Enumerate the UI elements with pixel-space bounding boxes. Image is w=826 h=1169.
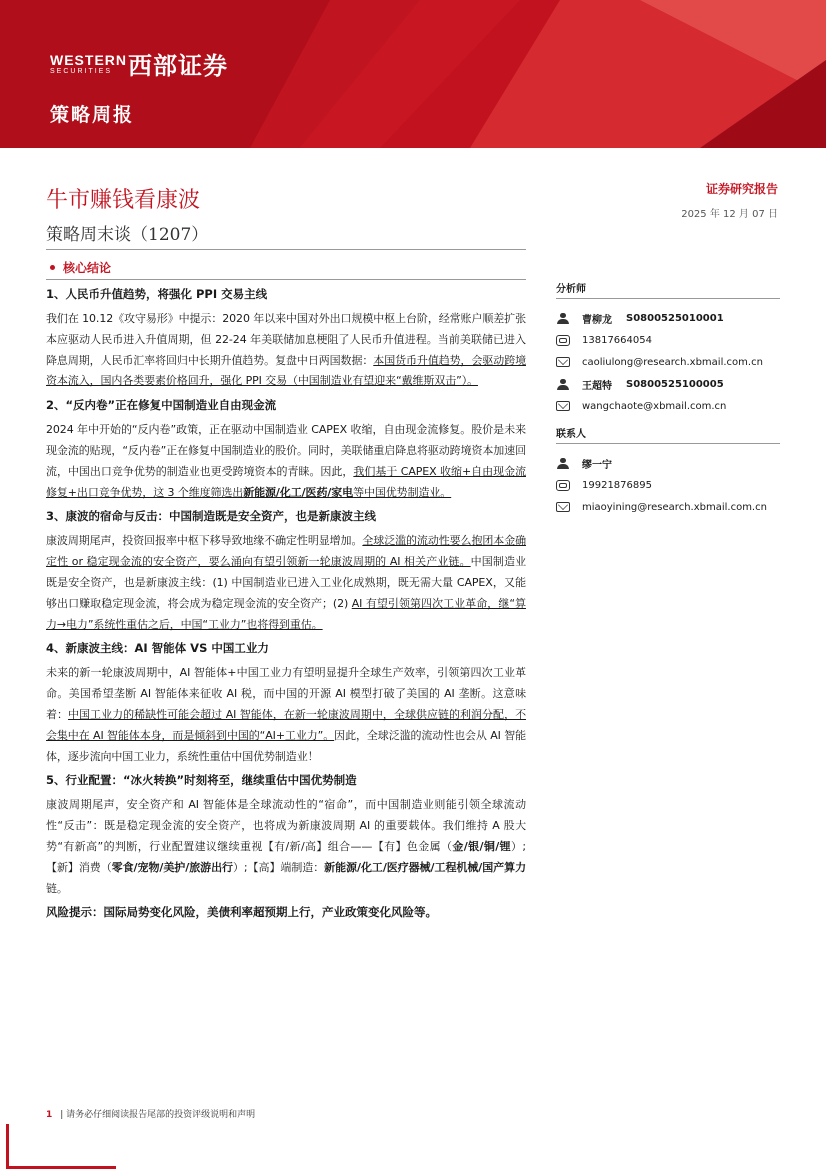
person-icon	[556, 379, 570, 389]
text: 未来的新一轮康波周期中，AI 智能体+中国工业力有望明显提升全球生产效率，引领第四次工业革命。美国希望垄断 AI 智能体来征收 AI 税，而中国的开源 AI 模型打破了美国的 AI 垄断。这意味着：	[46, 666, 526, 721]
section-heading-4: 4、新康波主线：AI 智能体 VS 中国工业力	[46, 641, 269, 656]
report-type: 策略周报	[50, 104, 135, 126]
underlined-text: 中国工业力的稀缺性可能会超过 AI 智能体，在新一轮康波周期中，全球供应链的利润分配，不会集中在 AI 智能体本身，而是倾斜到中国的“AI+工业力”。	[46, 707, 526, 742]
text: 我们在 10.12《攻守易形》中提示：2020 年以来中国对外出口规模中枢上台阶，经常账户顺差扩张本应驱动人民币进入升值周期，但 22-24 年美联储加息梗阻了人民币升值进程。当前美联储已进入降息周期，人民币汇率将回归中长期升值趋势。复盘中日两国数据：	[46, 312, 526, 367]
section-heading-3: 3、康波的宿命与反击：中国制造既是安全资产，也是新康波主线	[46, 509, 376, 524]
core-label: 核心结论	[63, 261, 112, 275]
analyst-name: 曹柳龙	[582, 314, 612, 326]
person-icon	[556, 313, 570, 323]
logo-chinese: 西部证券	[128, 52, 228, 80]
text: 康波周期尾声，安全资产和 AI 智能体是全球流动性的“宿命”，而中国制造业则能引领全球流动性“反击”：既是稳定现金流的安全资产，也将成为新康波周期 AI 的重要载体。我们维持 A 股大势“有新高”的判断，行业配置建议继续重视【有/新/高】组合——【有】色金属（	[46, 798, 526, 853]
page-subtitle: 策略周末谈（1207）	[46, 225, 209, 245]
phone-icon	[556, 335, 570, 346]
mail-icon	[556, 401, 570, 411]
divider	[46, 249, 526, 250]
doc-date: 2025 年 12 月 07 日	[681, 209, 778, 220]
bold-text: 金/银/铜/锂	[452, 839, 512, 853]
logo-english	[50, 54, 127, 78]
risk-warning: 风险提示：国际局势变化风险，美债利率超预期上行，产业政策变化风险等。	[46, 905, 437, 920]
text: 链。	[46, 881, 68, 895]
divider	[46, 279, 526, 280]
mail-icon	[556, 357, 570, 367]
main-content	[46, 286, 526, 920]
logo-en-subtext: SECURITIES	[50, 68, 113, 75]
analyst-email-row	[556, 395, 780, 417]
text: ）;【高】端制造：	[232, 860, 325, 874]
phone-icon	[556, 480, 570, 491]
underlined-text: 全球泛滥的流动性要么抱团本金确定性 or 稳定现金流的安全资产，要么涌向有望引领新一轮康波周期的 AI 相关产业链。	[46, 534, 527, 569]
underlined-text: 本国货币升值趋势，会驱动跨境资本流入，国内各类要素价格回升，强化 PPI 交易（中国制造业有望迎来“戴维斯双击”）。	[46, 353, 526, 388]
contact-email-row	[556, 496, 780, 518]
page-title: 牛市赚钱看康波	[46, 188, 201, 213]
doc-type-label: 证券研究报告	[705, 182, 778, 196]
section-heading-5: 5、行业配置：“冰火转换”时刻将至，继续重估中国优势制造	[46, 773, 357, 788]
underlined-text: AI 有望引领第四次工业革命，继“算力→电力”系统性重估之后，中国“工业力”也将得到重估。	[46, 596, 527, 631]
contact-row	[556, 452, 780, 474]
section-body-1	[46, 309, 526, 392]
section-body-2	[46, 420, 526, 503]
analyst-row	[556, 307, 780, 329]
section-body-5	[46, 795, 526, 899]
page-number: 1	[46, 1110, 53, 1120]
logo-en-text: WESTERN	[50, 52, 127, 68]
contact-phone[interactable]: 19921876895	[582, 479, 652, 491]
core-conclusion-heading	[46, 259, 111, 276]
analyst-phone-row	[556, 329, 780, 351]
text: 中国制造业既是安全资产，也是新康波主线：(1) 中国制造业已进入工业化成熟期，既无需大量 CAPEX，又能够出口赚取稳定现金流，将会成为稳定现金流的安全资产；(2)	[46, 555, 526, 610]
underlined-text: 我们基于 CAPEX 收缩+自由现金流修复+出口竞争优势，这 3 个维度筛选出	[46, 464, 526, 499]
header-banner	[0, 0, 826, 148]
page-footer	[46, 1107, 255, 1120]
analyst-row	[556, 373, 780, 395]
analyst-heading: 分析师	[556, 280, 780, 299]
bullet-icon	[50, 265, 55, 270]
footer-disclaimer: | 请务必仔细阅读报告尾部的投资评级说明和声明	[60, 1110, 256, 1120]
section-body-4	[46, 663, 526, 767]
contact-phone-row	[556, 474, 780, 496]
analyst-email[interactable]: wangchaote@xbmail.com.cn	[582, 400, 727, 412]
section-heading-2: 2、“反内卷”正在修复中国制造业自由现金流	[46, 398, 277, 413]
contact-email[interactable]: miaoyining@research.xbmail.com.cn	[582, 501, 767, 513]
bold-underlined-text: 新能源/化工/医药/家电	[243, 485, 354, 499]
contact-heading: 联系人	[556, 425, 780, 444]
corner-mark	[6, 1124, 9, 1169]
text: 2024 年中开始的“反内卷”政策，正在驱动中国制造业 CAPEX 收缩，自由现金流修复。股价是未来现金流的贴现，“反内卷”正在修复中国制造业的股价。同时，美联储重启降息将驱动跨境资本加速回流，中国出口竞争优势的制造业也更受跨境资本的青睐。因此，	[46, 423, 526, 478]
text: ）;【新】消费（	[46, 839, 526, 874]
analyst-cert: S0800525100005	[626, 378, 724, 390]
bold-text: 零食/宠物/美护/旅游出行	[111, 860, 233, 874]
analyst-cert: S0800525010001	[626, 312, 724, 324]
section-heading-1: 1、人民币升值趋势，将强化 PPI 交易主线	[46, 287, 268, 301]
underlined-text: 等中国优势制造业。	[353, 485, 452, 499]
mail-icon	[556, 502, 570, 512]
text: 康波周期尾声，投资回报率中枢下移导致地缘不确定性明显增加。	[46, 534, 363, 548]
analyst-email-row	[556, 351, 780, 373]
analyst-phone[interactable]: 13817664054	[582, 334, 652, 346]
person-icon	[556, 458, 570, 468]
analyst-sidebar	[556, 280, 780, 518]
text: 因此，全球泛滥的流动性也会从 AI 智能体，逐步流向中国工业力，系统性重估中国优势制造业！	[46, 728, 527, 763]
analyst-email[interactable]: caoliulong@research.xbmail.com.cn	[582, 356, 763, 368]
section-body-3	[46, 531, 526, 635]
bold-text: 新能源/化工/医疗器械/工程机械/国产算力	[324, 860, 526, 874]
contact-name: 缪一宁	[582, 459, 612, 471]
analyst-name: 王超特	[582, 380, 612, 392]
